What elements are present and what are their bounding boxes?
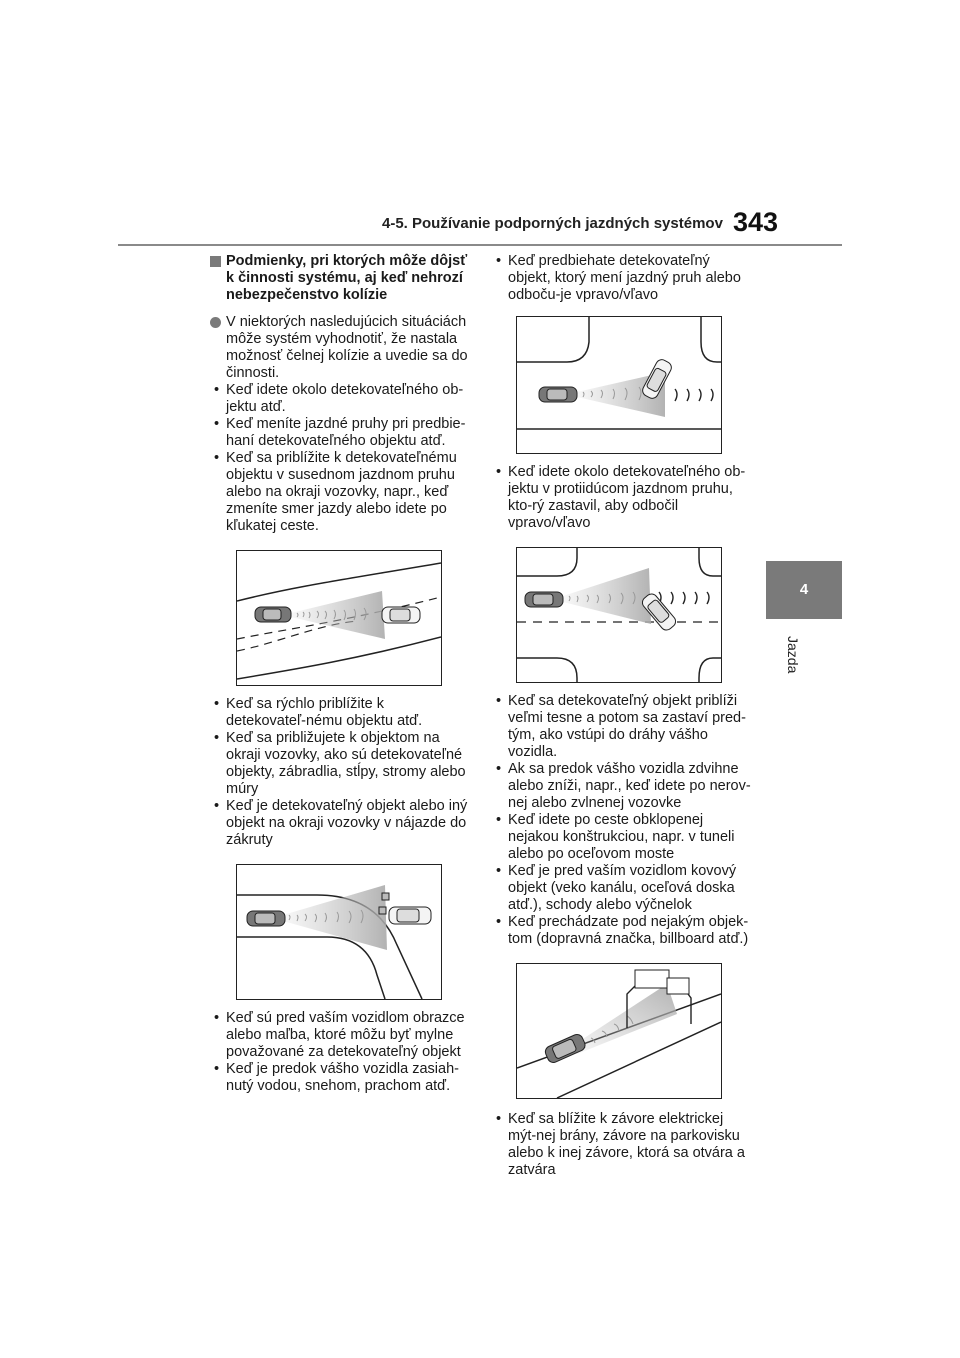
list-item: • Keď sa blížite k závore elektrickej mýt-nej brány, závore na parkovisku alebo k inej závore, ktorá sa otvára a zatvára — [492, 1111, 754, 1179]
list-item: • Keď sa rýchlo priblížite k detekovateľ-nému objektu atď. — [210, 696, 468, 730]
square-bullet-icon — [210, 256, 221, 267]
list-item: • Keď meníte jazdné pruhy pri predbie-haní detekovateľného objektu atď. — [210, 416, 468, 450]
bullet-list-right-1 — [492, 253, 754, 304]
bullet-list-left-2 — [210, 696, 468, 849]
illustration-curve-with-objects — [236, 864, 442, 1000]
bullet-list-right-3 — [492, 693, 754, 948]
bullet-list-right-4 — [492, 1111, 754, 1179]
list-item: • Keď sa detekovateľný objekt priblíži veľmi tesne a potom sa zastaví pred-tým, ako vstúpi do dráhy vášho vozidla. — [492, 693, 754, 761]
chapter-label: Jazda — [785, 636, 801, 674]
list-item: • Ak sa predok vášho vozidla zdvihne alebo zníži, napr., keď idete po nerov-nej alebo zvlnenej vozovke — [492, 761, 754, 812]
list-item: • Keď prechádzate pod nejakým objek-tom (dopravná značka, billboard atď.) — [492, 914, 754, 948]
list-item: • Keď sú pred vaším vozidlom obrazce alebo maľba, ktoré môžu byť mylne považované za detekovateľný objekt — [210, 1010, 468, 1061]
illustration-overhead-sign — [516, 963, 722, 1099]
circle-bullet-icon — [210, 317, 221, 328]
page-header — [0, 0, 960, 250]
section-heading-text: Podmienky, pri ktorých môže dôjsť k činnosti systému, aj keď nehrozí nebezpečenstvo kolízie — [226, 253, 468, 303]
section-title: 4-5. Používanie podporných jazdných systémov — [382, 215, 723, 232]
list-item: • Keď idete okolo detekovateľného ob-jektu atď. — [210, 382, 468, 416]
right-column — [492, 253, 754, 1179]
bullet-list-left-1 — [210, 382, 468, 535]
section-heading — [210, 253, 468, 304]
bullet-list-right-2 — [492, 464, 754, 532]
list-item: • Keď idete okolo detekovateľného ob-jektu v protiidúcom jazdnom pruhu, kto-rý zastavil, aby odbočil vpravo/vľavo — [492, 464, 754, 532]
page-number: 343 — [733, 207, 779, 237]
intro-paragraph — [210, 314, 468, 382]
list-item: • Keď je predok vášho vozidla zasiah-nutý vodou, snehom, prachom atď. — [210, 1061, 468, 1095]
list-item: • Keď predbiehate detekovateľný objekt, ktorý mení jazdný pruh alebo odboču-je vpravo/vľavo — [492, 253, 754, 304]
left-column — [210, 253, 468, 1095]
illustration-oncoming-turning — [516, 547, 722, 683]
list-item: • Keď sa približujete k objektom na okraji vozovky, ako sú detekovateľné objekty, zábradlia, stĺpy, stromy alebo múry — [210, 730, 468, 798]
chapter-tab: 4 — [766, 561, 842, 619]
bullet-list-left-3 — [210, 1010, 468, 1095]
illustration-curved-road — [236, 550, 442, 686]
header-divider — [118, 244, 842, 246]
intro-text: V niektorých nasledujúcich situáciách môže systém vyhodnotiť, že nastala možnosť čelnej kolízie a uvedie sa do činnosti. — [226, 314, 468, 381]
illustration-turning-vehicle — [516, 316, 722, 454]
list-item: • Keď je pred vaším vozidlom kovový objekt (veko kanálu, oceľová doska atď.), schody alebo výčnelok — [492, 863, 754, 914]
list-item: • Keď sa priblížite k detekovateľnému objektu v susednom jazdnom pruhu alebo na okraji vozovky, napr., keď zmeníte smer jazdy alebo idete po kľukatej ceste. — [210, 450, 468, 535]
list-item: • Keď je detekovateľný objekt alebo iný objekt na okraji vozovky v nájazde do zákruty — [210, 798, 468, 849]
list-item: • Keď idete po ceste obklopenej nejakou konštrukciou, napr. v tuneli alebo po oceľovom moste — [492, 812, 754, 863]
